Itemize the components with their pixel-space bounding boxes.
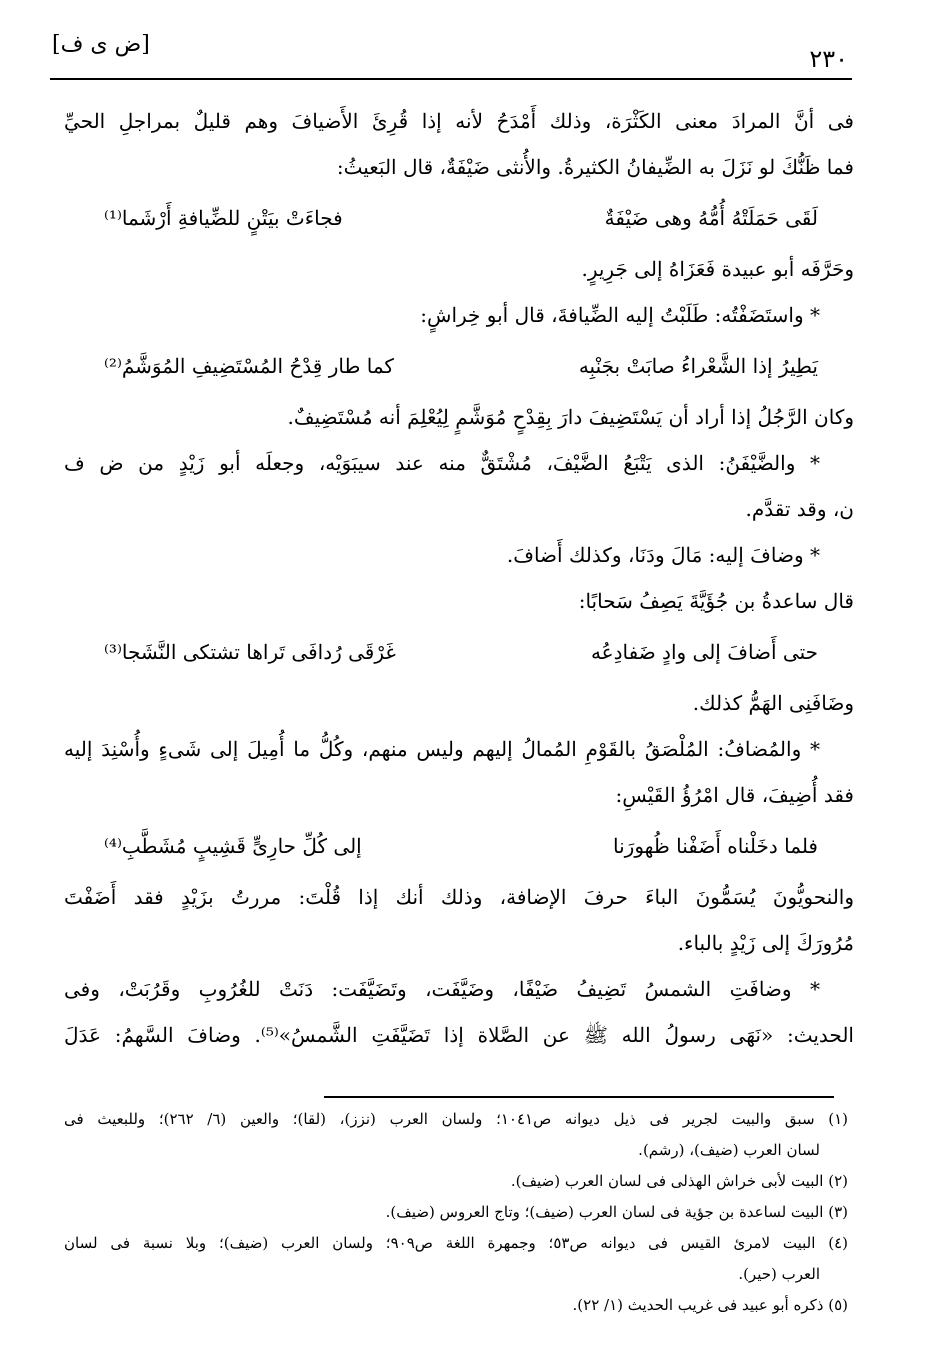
text-line: مُرُورَكَ إلى زَيْدٍ بالباء. <box>677 931 854 955</box>
verse-second-hemistich: فجاءَتْ بيَتْنٍ للضِّيافةِ أَرْشَما⁽¹⁾ <box>104 206 343 230</box>
verse-first-hemistich: يَطِيرُ إذا الشَّعْراءُ صابَتْ بجَنْبِه <box>578 354 818 378</box>
verse-first-hemistich: لَقَى حَمَلَتْهُ أُمُّهُ وهى ضَيْفَةٌ <box>604 206 818 230</box>
page-number: ٢٣٠ <box>809 45 848 73</box>
poetry-verse <box>64 818 854 874</box>
footnotes <box>64 1104 848 1321</box>
entry-line: * والمُضافُ: المُلْصَقُ بالقَوْمِ المُمالُ إليهم وليس منهم، وكُلُّ ما أُمِيلَ إلى شَىءٍ وأُسْنِدَ إليه <box>64 737 820 761</box>
footnote-2: (٢) البيت لأبى خراش الهذلى فى لسان العرب (ضيف). <box>510 1172 848 1190</box>
text-line: قال ساعدةُ بن جُؤَيَّةَ يَصِفُ سَحابًا: <box>578 589 854 613</box>
footnote-divider <box>324 1096 834 1098</box>
text-line: وحَرَّفَه أبو عبيدة فَعَزَاهُ إلى جَرِيرٍ. <box>581 257 854 281</box>
footnote-3: (٣) البيت لساعدة بن جؤية فى لسان العرب (ضيف)؛ وتاج العروس (ضيف). <box>385 1203 848 1221</box>
footnote-1: (١) سبق والبيت لجرير فى ذيل ديوانه ص١٠٤١؛ ولسان العرب (نزز)، (لقا)؛ والعين (٦/ ٢٦٢)؛ وللبعيث فى <box>64 1110 848 1128</box>
footnote-5: (٥) ذكره أبو عبيد فى غريب الحديث (١/ ٢٢). <box>572 1296 848 1314</box>
header-divider <box>50 78 852 80</box>
text-line: فما ظَنُّكَ لو نَزَلَ به الضِّيفانُ الكثيرةُ. والأُنثى ضَيْفَةٌ، قال البَعيثُ: <box>336 155 854 179</box>
footnote-4: (٤) البيت لامرئ القيس فى ديوانه ص٥٣؛ وجمهرة اللغة ص٩٠٩؛ ولسان العرب (ضيف)؛ وبلا نسبة فى لسان <box>64 1234 848 1252</box>
verse-first-hemistich: فلما دخَلْناه أَضَفْنا ظُهورَنا <box>613 834 818 858</box>
poetry-verse <box>64 190 854 246</box>
footnote-4-continuation: العرب (حير). <box>738 1265 820 1283</box>
entry-line: * وضافَ إليه: مَالَ ودَنَا، وكذلك أَضافَ. <box>506 543 820 567</box>
text-line: وضَافَنِى الهَمُّ كذلك. <box>692 691 854 715</box>
text-line: الحديث: «نَهَى رسولُ الله ﷺ عن الصَّلاة إذا تَضَيَّفَتِ الشَّمسُ»⁽⁵⁾. وضافَ السَّهمُ: عَدَلَ <box>64 1023 854 1047</box>
entry-line: * والضَّيْفَنُ: الذى يَتْبَعُ الضَّيْفَ، مُشْتَقٌّ منه عند سيبَوَيْه، وجعلَه أبو زَيْدٍ من ض ف <box>64 451 820 475</box>
text-line: وكان الرَّجُلُ إذا أراد أن يَسْتَضِيفَ دارَ بِقِدْحٍ مُوَشَّمٍ لِيُعْلِمَ أنه مُسْتَضِيفٌ. <box>287 405 854 429</box>
verse-second-hemistich: إلى كُلِّ حارِىٍّ قَشِيبٍ مُشَطَّبِ⁽⁴⁾ <box>104 834 362 858</box>
verse-second-hemistich: غَرْقَى رُدافَى تَراها تشتكى النَّشَجا⁽³⁾ <box>104 640 396 664</box>
main-text <box>64 98 854 1058</box>
text-line: فقد أُضِيفَ، قال امْرُؤُ القَيْسِ: <box>615 783 854 807</box>
text-line: فى أنَّ المرادَ معنى الكَثْرَة، وذلك أَمْدَحُ لأنه إذا قُرِئَ الأَضيافَ وهم قليلٌ بمراجلِ الحيِّ <box>64 109 854 133</box>
verse-first-hemistich: حتى أَضافَ إلى وادٍ ضَفادِعُه <box>590 640 818 664</box>
poetry-verse <box>64 338 854 394</box>
text-line: والنحويُّونَ يُسَمُّونَ الباءَ حرفَ الإضافة، وذلك أنك إذا قُلْتَ: مررتُ بزَيْدٍ فقد أَضَفْتَ <box>64 885 854 909</box>
entry-line: * واستَضَفْتُه: طَلَبْتُ إليه الضِّيافةَ، قال أبو خِراشٍ: <box>420 303 820 327</box>
text-line: ن، وقد تقدَّم. <box>745 497 854 521</box>
poetry-verse <box>64 624 854 680</box>
verse-second-hemistich: كما طار قِدْحُ المُسْتَضِيفِ المُوَشَّمُ⁽²⁾ <box>104 354 394 378</box>
root-letters-header: [ض ى ف] <box>52 32 150 57</box>
entry-line: * وضافَتِ الشمسُ تَضِيفُ ضَيْفًا، وضَيَّفَت، وتَضَيَّفَت: دَنَتْ للغُرُوبِ وقَرُبَتْ، وفى <box>64 977 820 1001</box>
footnote-1-continuation: لسان العرب (ضيف)، (رشم). <box>638 1141 820 1159</box>
